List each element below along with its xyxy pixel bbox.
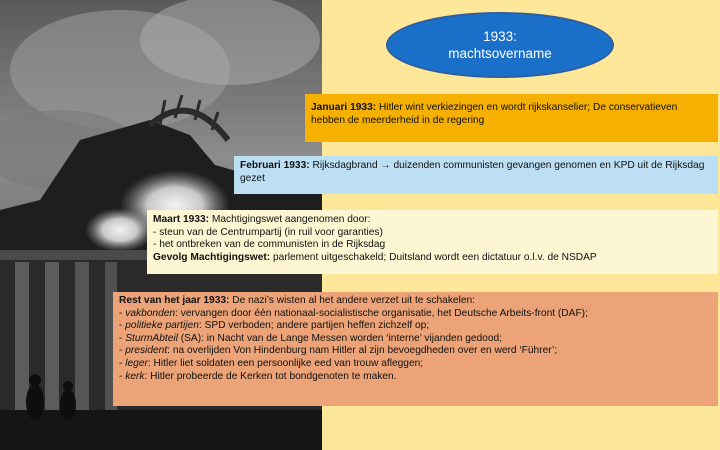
february-label: Februari 1933: bbox=[240, 160, 310, 171]
rest-item: - kerk: Hitler probeerde de Kerken tot bondgenoten te maken. bbox=[119, 370, 397, 382]
rest-item: - politieke partijen: SPD verboden; andere partijen heffen zichzelf op; bbox=[119, 320, 430, 332]
rest-item: - vakbonden: vervangen door één nationaal-socialistische organisatie, het Deutsche Arbeits-front (DAF); bbox=[119, 307, 588, 319]
rest-item: - president: na overlijden Von Hindenburg nam Hitler al zijn bevoegdheden over en werd ‘Führer’; bbox=[119, 345, 558, 357]
march-text: Machtigingswet aangenomen door: bbox=[209, 214, 371, 225]
january-text: Hitler wint verkiezingen en wordt rijkskanselier; De conservatieven hebben de meerderheid in de regering bbox=[311, 102, 678, 126]
title-line2: machtsovername bbox=[448, 46, 552, 61]
march-box bbox=[147, 210, 718, 274]
march-consequence-text: parlement uitgeschakeld; Duitsland wordt een dictatuur o.l.v. de NSDAP bbox=[270, 251, 597, 263]
february-box bbox=[234, 156, 718, 194]
title-line1: 1933: bbox=[483, 29, 517, 44]
march-item: - steun van de Centrumpartij (in ruil voor garanties) bbox=[153, 226, 383, 238]
rest-label: Rest van het jaar 1933: bbox=[119, 295, 230, 306]
march-consequence-label: Gevolg Machtigingswet: bbox=[153, 251, 271, 263]
february-text: Rijksdagbrand → duizenden communisten gevangen genomen en KPD uit de Rijksdag gezet bbox=[240, 160, 705, 184]
rest-item: - leger: Hitler liet soldaten een persoonlijke eed van trouw afleggen; bbox=[119, 357, 424, 369]
rest-item: - SturmAbteil (SA): in Nacht van de Lange Messen worden ‘interne’ vijanden gedood; bbox=[119, 332, 503, 344]
march-label: Maart 1933: bbox=[153, 214, 210, 225]
rest-text: De nazi’s wisten al het andere verzet uit te schakelen: bbox=[229, 295, 476, 306]
january-label: Januari 1933: bbox=[311, 102, 377, 113]
rest-of-year-box bbox=[113, 292, 718, 406]
january-box bbox=[305, 94, 718, 142]
march-item: - het ontbreken van de communisten in de Rijksdag bbox=[153, 239, 386, 251]
title-oval bbox=[386, 12, 614, 78]
